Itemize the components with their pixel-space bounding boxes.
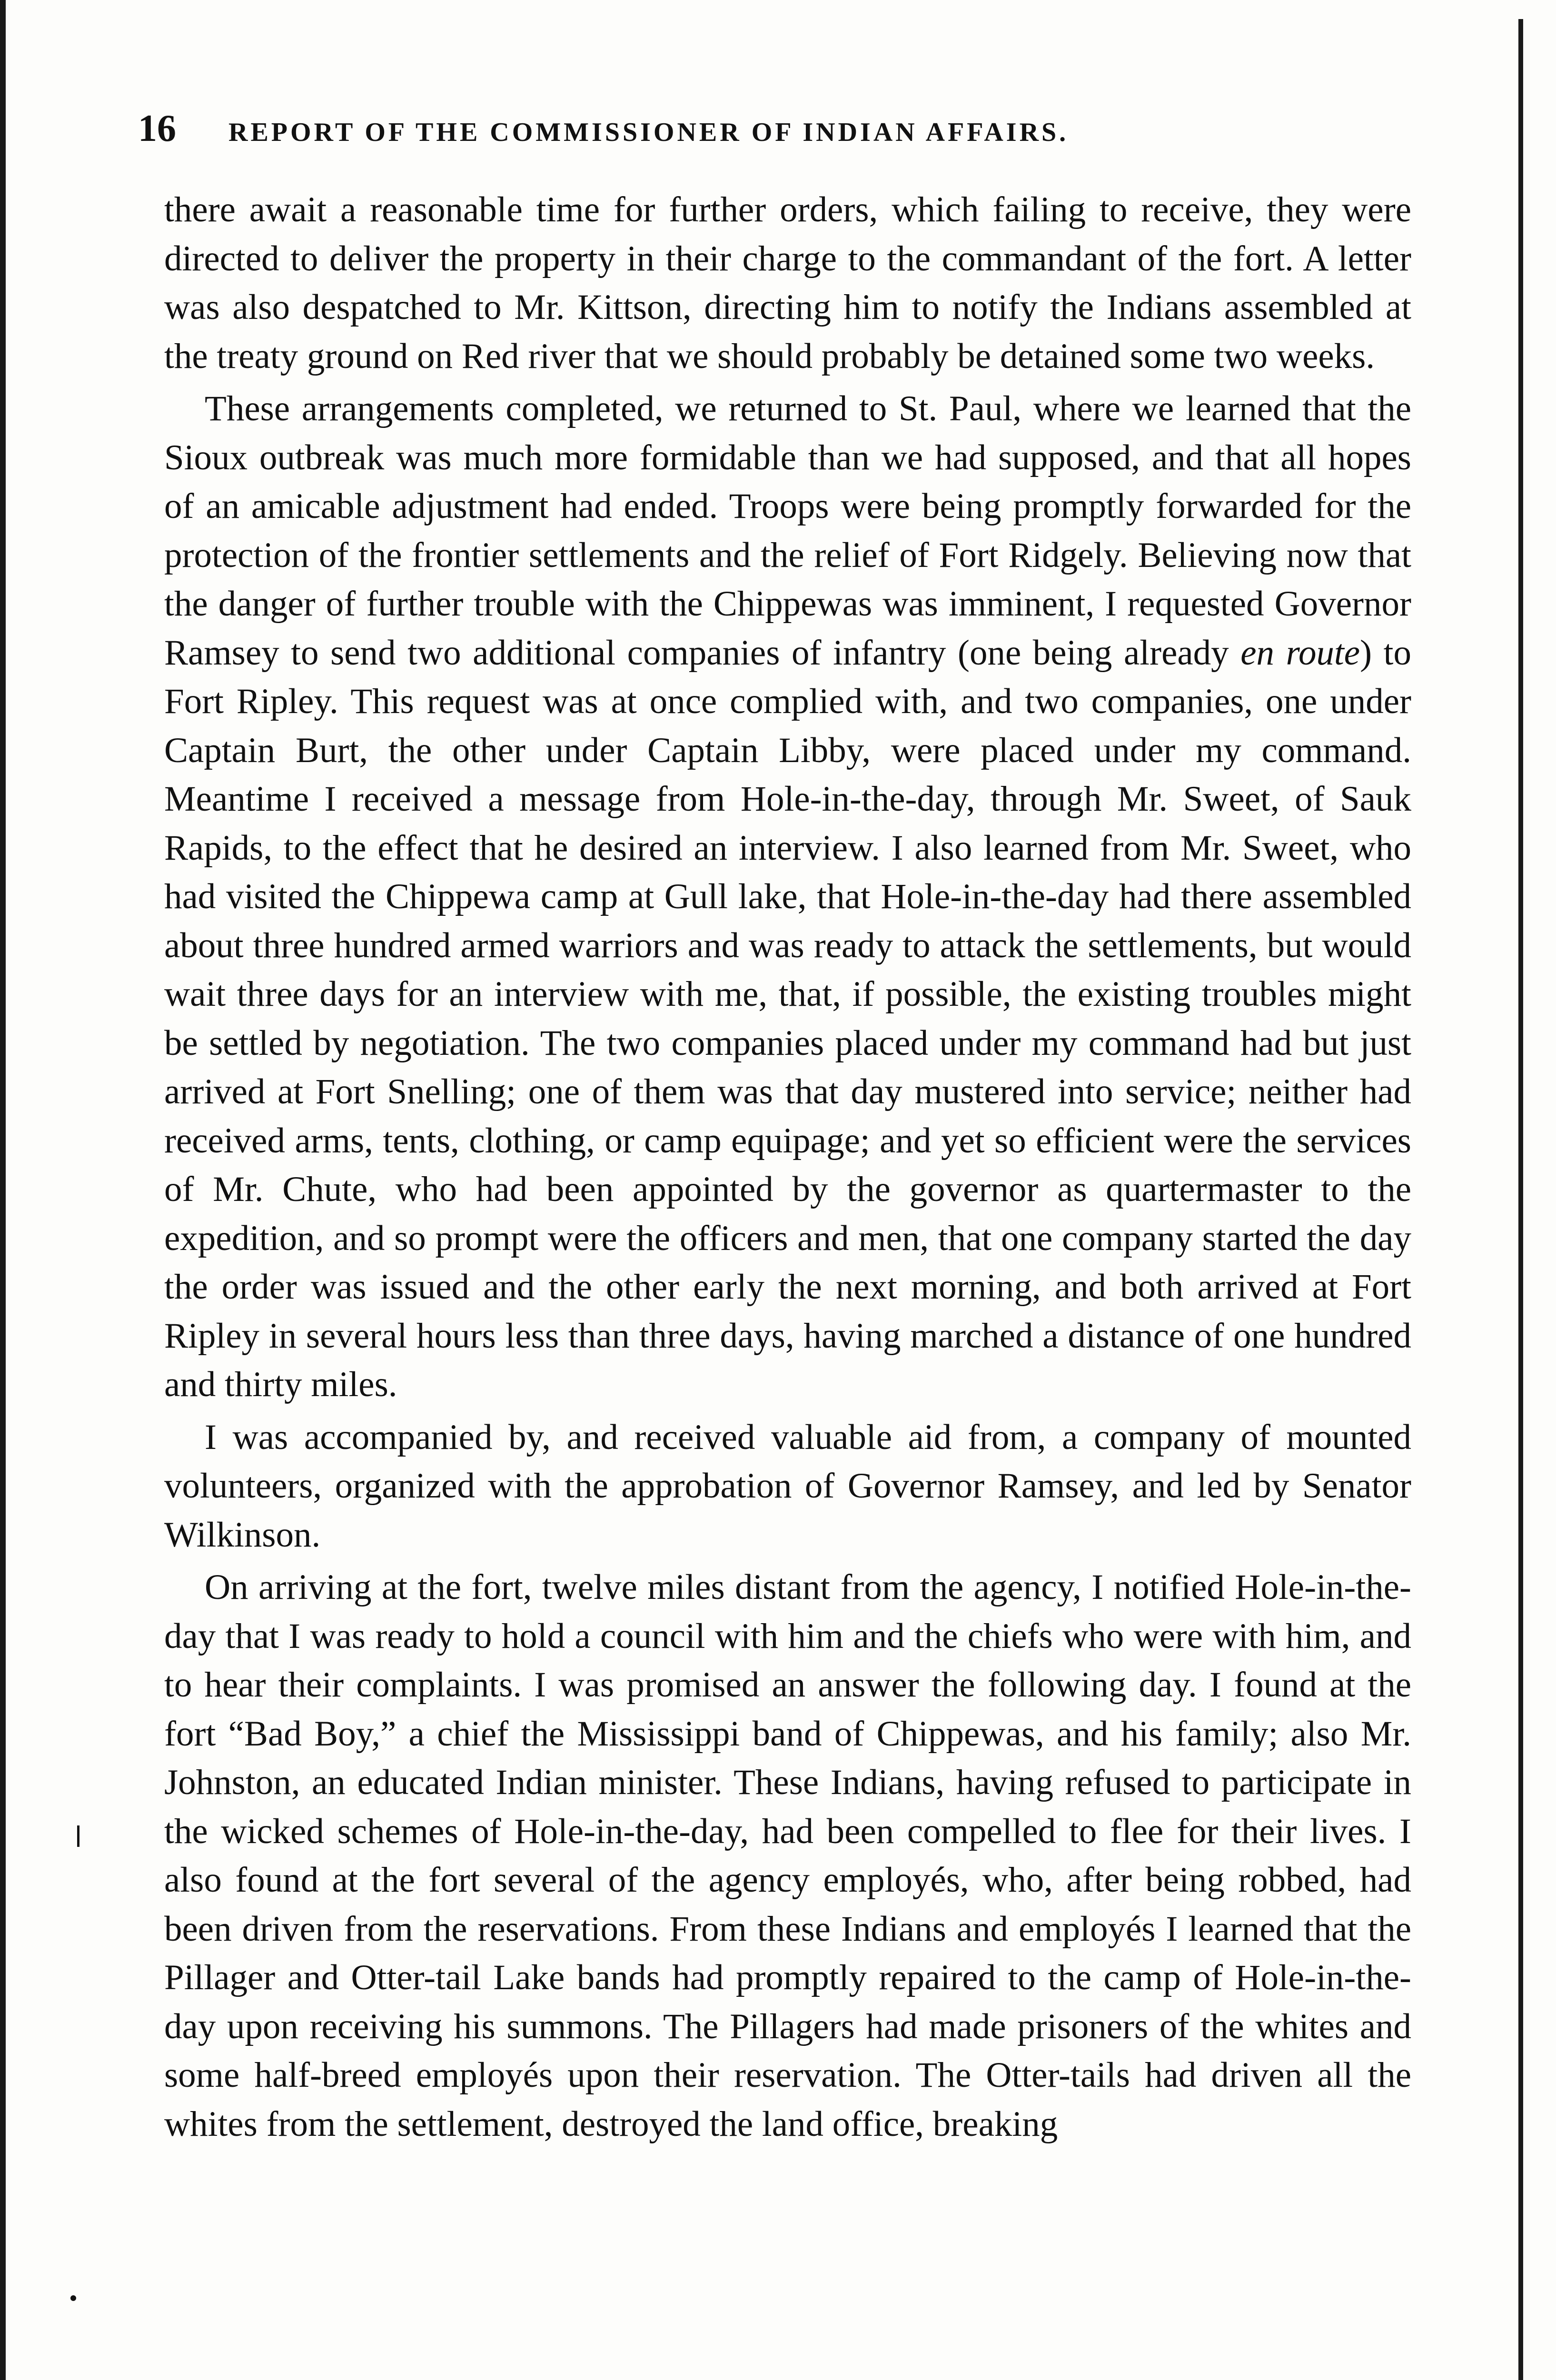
paragraph-troops-part1: These arrangements completed, we returned to St. Paul, where we learned that the Sioux outbreak was much more formidable than we had supposed, and that all hopes of an amicable adjustment had ended. Troops were being promptly forwarded for the protection of the frontier settlements and the relief of Fort Ridgely. Believing now that the danger of further trouble with the Chippewas was imminent, I requested Governor Ramsey to send two additional companies of infantry (one being already <box>164 389 1411 673</box>
margin-mark <box>77 1825 79 1847</box>
page-number: 16 <box>138 108 176 149</box>
paragraph-troops-part2: ) to Fort Ripley. This request was at once complied with, and two companies, one under Captain Burt, the other under Captain Libby, were placed under my command. Meantime I received a message from Hole-in-the-day, through Mr. Sweet, of Sauk Rapids, to the effect that he desired an interview. I also learned from Mr. Sweet, who had visited the Chippewa camp at Gull lake, that Hole-in-the-day had there assembled about three hundred armed warriors and was ready to attack the settlements, but would wait three days for an interview with me, that, if possible, the existing troubles might be settled by negotiation. The two companies placed under my command had but just arrived at Fort Snelling; one of them was that day mustered into service; neither had received arms, tents, clothing, or camp equipage; and yet so efficient were the services of Mr. Chute, who had been appointed by the governor as quartermaster to the expedition, and so prompt were the officers and men, that one company started the day the order was issued and the other early the next morning, and both arrived at Fort Ripley in several hours less than three days, having marched a distance of one hundred and thirty miles. <box>164 633 1411 1404</box>
paragraph-troops <box>164 385 1411 1409</box>
page-header <box>138 107 1423 169</box>
paragraph-volunteers: I was accompanied by, and received valuable aid from, a company of mounted volunteers, organized with the approbation of Governor Ramsey, and led by Senator Wilkinson. <box>164 1417 1411 1555</box>
paragraph-arrival: On arriving at the fort, twelve miles distant from the agency, I notified Hole-in-the-day that I was ready to hold a council with him and the chiefs who were with him, and to hear their complaints. I was promised an answer the following day. I found at the fort “Bad Boy,” a chief the Mississippi band of Chippewas, and his family; also Mr. Johnston, an educated Indian minister. These Indians, having refused to participate in the wicked schemes of Hole-in-the-day, had been compelled to flee for their lives. I also found at the fort several of the agency employés, who, after being robbed, had been driven from the reservations. From these Indians and employés I learned that the Pillager and Otter-tail Lake bands had promptly repaired to the camp of Hole-in-the-day upon receiving his summons. The Pillagers had made prisoners of the whites and some half-breed employés upon their reservation. The Otter-tails had driven all the whites from the settlement, destroyed the land office, breaking <box>164 1567 1411 2144</box>
scan-left-edge <box>0 0 6 2380</box>
scan-right-edge <box>1518 19 1523 2380</box>
italic-en-route: en route <box>1240 633 1360 673</box>
body-text <box>164 186 1411 2152</box>
running-head: REPORT OF THE COMMISSIONER OF INDIAN AFFAIRS. <box>228 118 1069 147</box>
paragraph-continued: there await a reasonable time for further orders, which failing to receive, they were directed to deliver the property in their charge to the commandant of the fort. A letter was also despatched to Mr. Kittson, directing him to notify the Indians assembled at the treaty ground on Red river that we should probably be detained some two weeks. <box>164 190 1411 376</box>
margin-dot <box>70 2295 76 2301</box>
